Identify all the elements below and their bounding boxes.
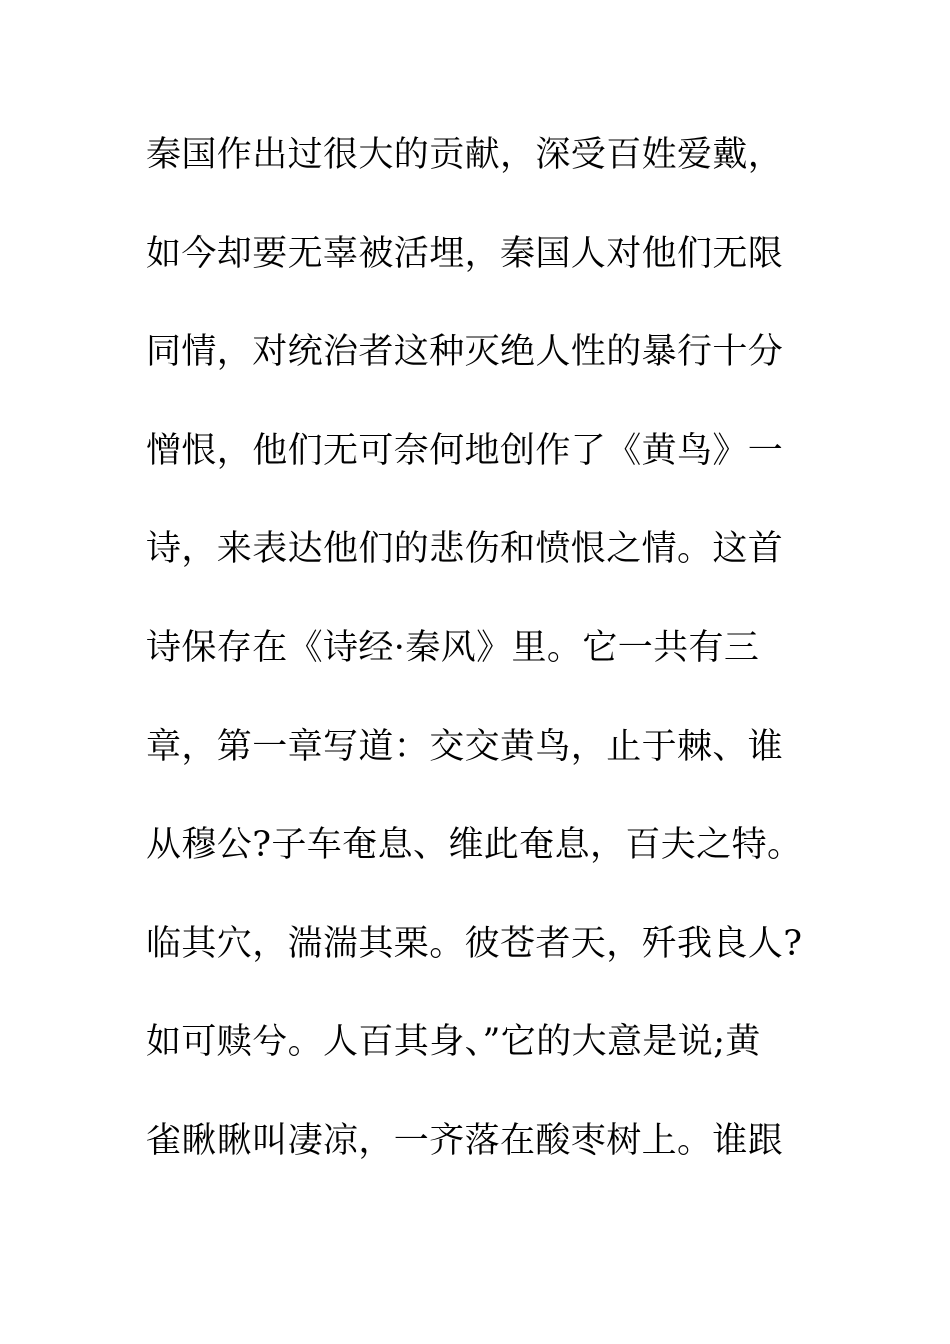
text-line-9: 临其穴，湍湍其栗。彼苍者天，歼我良人? [146, 923, 803, 964]
text-line-10: 如可赎兮。人百其身、”它的大意是说;黄 [146, 1022, 761, 1063]
body-text [146, 128, 816, 1213]
text-line-7: 章，第一章写道：交交黄鸟，止于棘、谁 [146, 726, 784, 767]
text-line-2: 如今却要无辜被活埋，秦国人对他们无限 [146, 233, 784, 274]
text-line-6: 诗保存在《诗经·秦风》里。它一共有三 [146, 627, 760, 668]
text-line-5: 诗，来表达他们的悲伤和愤恨之情。这首 [146, 529, 784, 570]
text-line-4: 憎恨，他们无可奈何地创作了《黄鸟》一 [146, 430, 784, 471]
text-line-11: 雀瞅瞅叫凄凉，一齐落在酸枣树上。谁跟 [146, 1120, 784, 1161]
text-line-8: 从穆公?子车奄息、维此奄息，百夫之特。 [146, 825, 803, 866]
text-line-1: 秦国作出过很大的贡献，深受百姓爱戴， [146, 135, 784, 175]
text-line-3: 同情，对统治者这种灭绝人性的暴行十分 [146, 332, 784, 373]
